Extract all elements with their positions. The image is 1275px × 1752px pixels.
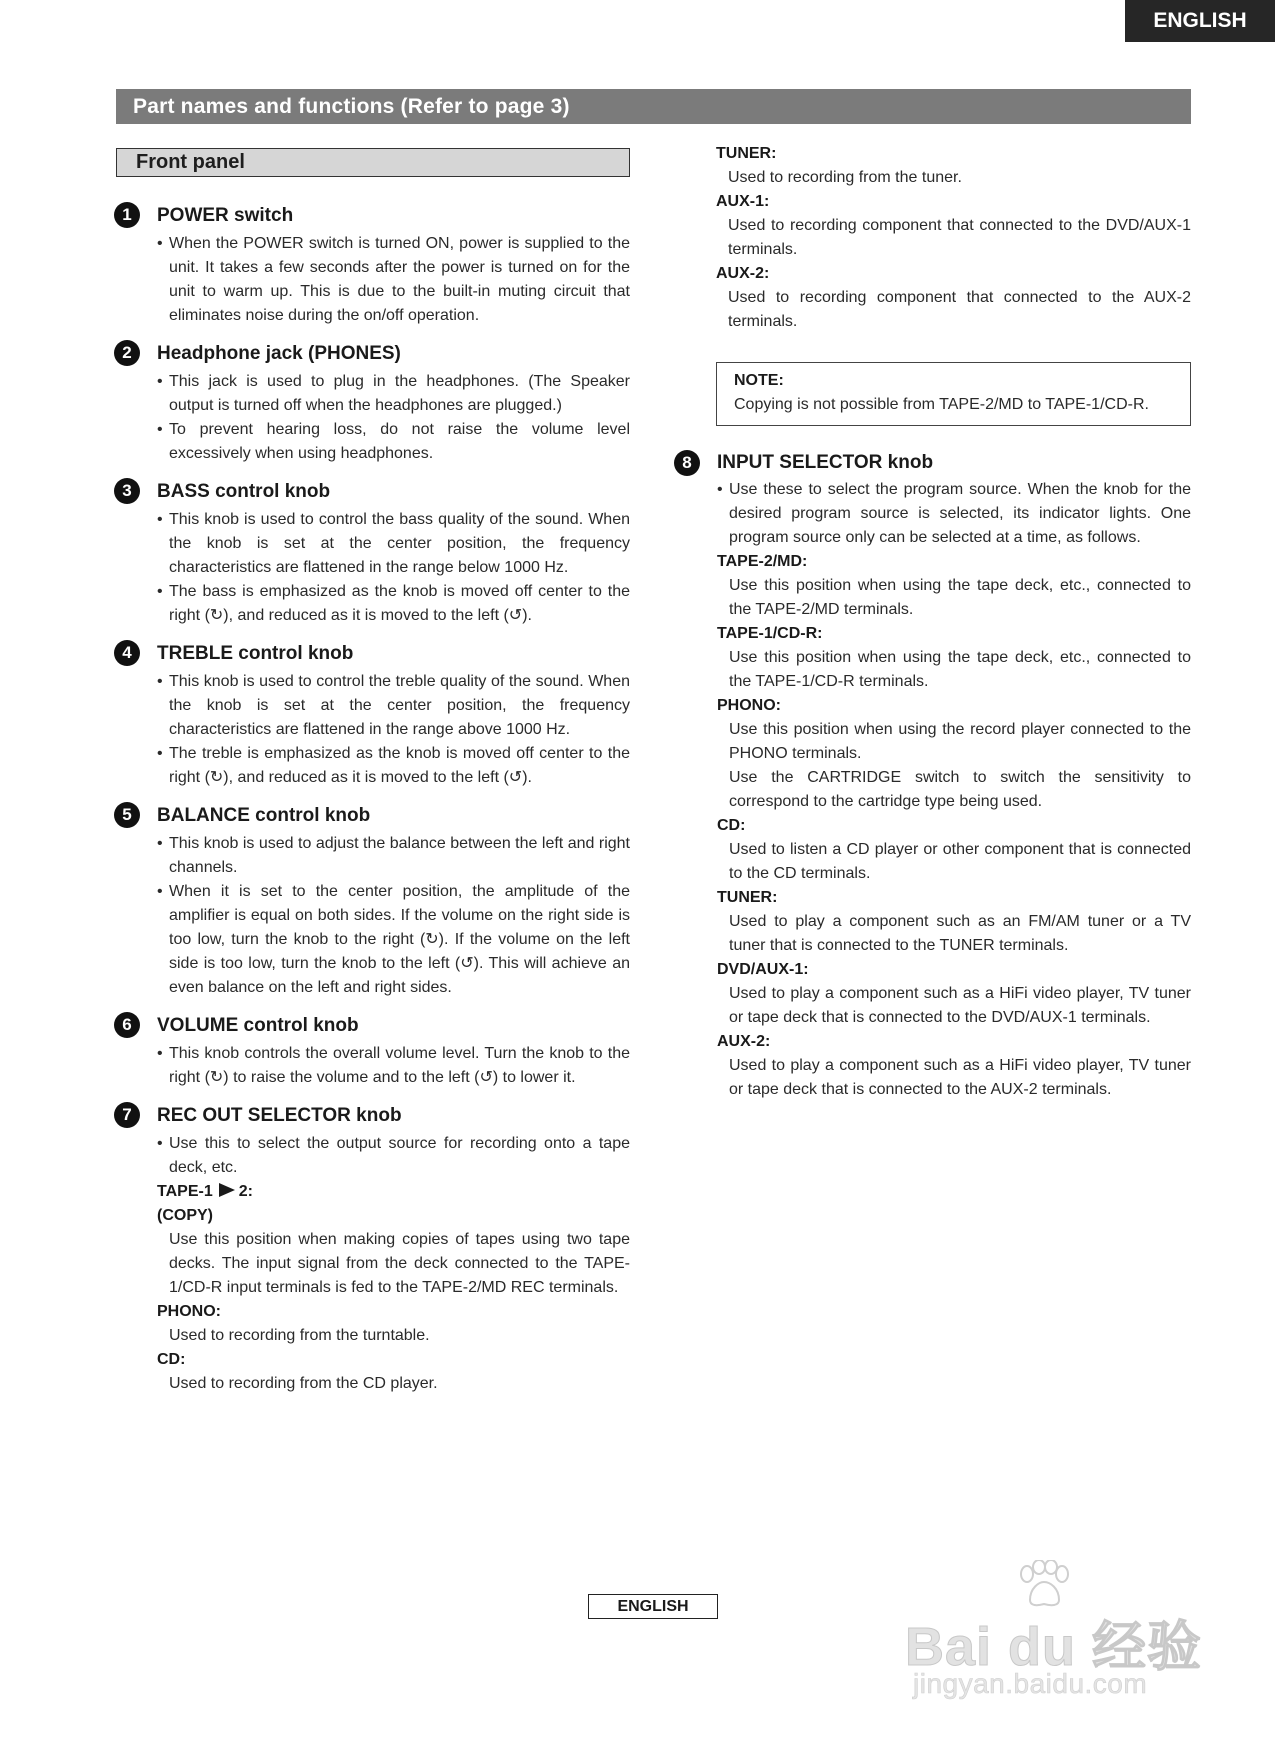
item-title: INPUT SELECTOR knob	[717, 452, 934, 473]
item-input-selector	[674, 448, 1191, 1102]
option-desc: Used to recording component that connected to the AUX-2 terminals.	[728, 289, 1191, 330]
option-label: PHONO:	[717, 697, 781, 714]
item-number-badge: 6	[114, 1012, 140, 1038]
option-label: AUX-2:	[717, 1033, 771, 1050]
item-bass-control	[114, 476, 630, 628]
item-title: TREBLE control knob	[157, 643, 354, 664]
right-arrow-icon	[219, 1183, 235, 1197]
right-column	[682, 142, 1191, 1112]
item-title: VOLUME control knob	[157, 1015, 359, 1036]
item-number-badge: 7	[114, 1102, 140, 1128]
bullet-text: • This knob is used to adjust the balance between the left and right channels.	[157, 832, 630, 880]
option-label: CD:	[717, 817, 746, 834]
note-box	[716, 362, 1191, 426]
item-number-badge: 2	[114, 340, 140, 366]
option-label: AUX-2:	[716, 265, 770, 282]
item-headphone-jack	[114, 338, 630, 466]
option-label: TUNER:	[716, 145, 777, 162]
option-desc: Use the CARTRIDGE switch to switch the sensitivity to correspond to the cartridge type being used.	[729, 769, 1191, 810]
bullet-text: • When it is set to the center position, the amplitude of the amplifier is equal on both sides. If the volume on the right side is too low, turn the knob to the right (↻). If the volume on the left side is too low, turn the knob to the left (↺). This will achieve an even balance on the left and right sides.	[157, 880, 630, 1000]
item-title: BASS control knob	[157, 481, 331, 502]
language-tab: ENGLISH	[1125, 0, 1275, 42]
bullet-text: • The treble is emphasized as the knob is moved off center to the right (↻), and reduced as it is moved to the left (↺).	[157, 742, 630, 790]
front-panel-subheader: Front panel	[116, 148, 630, 177]
item-power-switch	[114, 200, 630, 328]
item-number-badge: 5	[114, 802, 140, 828]
option-desc: Use this position when using the record player connected to the PHONO terminals.	[729, 721, 1191, 762]
option-label: TAPE-2/MD:	[717, 553, 808, 570]
copy-label-source: TAPE-1	[157, 1183, 213, 1200]
option-desc: Used to recording from the tuner.	[728, 169, 962, 186]
option-label: DVD/AUX-1:	[717, 961, 809, 978]
bullet-text: • This knob controls the overall volume level. Turn the knob to the right (↻) to raise the volume and to the left (↺) to lower it.	[157, 1042, 630, 1090]
paw-print-icon	[1015, 1560, 1073, 1608]
option-desc: Use this position when using the tape deck, etc., connected to the TAPE-1/CD-R terminals.	[729, 649, 1191, 690]
option-label: CD:	[157, 1351, 186, 1368]
option-desc: Used to recording component that connected to the DVD/AUX-1 terminals.	[728, 217, 1191, 258]
option-desc: Used to play a component such as a HiFi video player, TV tuner or tape deck that is connected to the DVD/AUX-1 terminals.	[729, 985, 1191, 1026]
item-rec-out-selector	[114, 1100, 630, 1396]
item-treble-control	[114, 638, 630, 790]
item-number-badge: 4	[114, 640, 140, 666]
option-desc: Use this position when using the tape deck, etc., connected to the TAPE-2/MD terminals.	[729, 577, 1191, 618]
bullet-text: • When the POWER switch is turned ON, power is supplied to the unit. It takes a few seconds after the power is turned on for the unit to warm up. This is due to the built-in muting circuit that eliminates noise during the on/off operation.	[157, 232, 630, 328]
section-title-bar: Part names and functions (Refer to page 3)	[116, 89, 1191, 124]
item-volume-control	[114, 1010, 630, 1090]
item-title: POWER switch	[157, 205, 294, 226]
item-title: Headphone jack (PHONES)	[157, 343, 401, 364]
bullet-text: • This knob is used to control the treble quality of the sound. When the knob is set at the center position, the frequency characteristics are flattened in the range above 1000 Hz.	[157, 670, 630, 742]
item-number-badge: 3	[114, 478, 140, 504]
option-desc: Used to listen a CD player or other component that is connected to the CD terminals.	[729, 841, 1191, 882]
option-label: AUX-1:	[716, 193, 770, 210]
footer-language-tab: ENGLISH	[588, 1594, 718, 1619]
option-desc: Used to recording from the turntable.	[169, 1327, 430, 1344]
item-title: BALANCE control knob	[157, 805, 371, 826]
note-text: Copying is not possible from TAPE-2/MD to TAPE-1/CD-R.	[734, 396, 1149, 413]
option-label: PHONO:	[157, 1303, 221, 1320]
watermark	[905, 1560, 1205, 1700]
copy-label-dest: 2:	[238, 1183, 253, 1200]
item-balance-control	[114, 800, 630, 1000]
bullet-text: • This knob is used to control the bass quality of the sound. When the knob is set at the center position, the frequency characteristics are flattened in the range below 1000 Hz.	[157, 508, 630, 580]
bullet-text: • Use this to select the output source for recording onto a tape deck, etc.	[157, 1132, 630, 1180]
watermark-brand: Bai du 经验	[905, 1617, 1203, 1677]
option-desc: Used to play a component such as an FM/AM tuner or a TV tuner that is connected to the TUNER terminals.	[729, 913, 1191, 954]
item-number-badge: 1	[114, 202, 140, 228]
note-label: NOTE:	[734, 372, 784, 389]
option-label	[157, 1180, 630, 1204]
option-desc: Use this position when making copies of tapes using two tape decks. The input signal from the deck connected to the TAPE-1/CD-R input terminals is fed to the TAPE-2/MD REC terminals.	[169, 1231, 630, 1296]
option-desc: Used to play a component such as a HiFi video player, TV tuner or tape deck that is connected to the AUX-2 terminals.	[729, 1057, 1191, 1098]
bullet-text: • To prevent hearing loss, do not raise the volume level excessively when using headphones.	[157, 418, 630, 466]
option-label: TAPE-1/CD-R:	[717, 625, 823, 642]
option-label: (COPY)	[157, 1207, 213, 1224]
left-column	[114, 200, 630, 1406]
watermark-url: jingyan.baidu.com	[913, 1668, 1148, 1699]
bullet-text: • This jack is used to plug in the headphones. (The Speaker output is turned off when the headphones are plugged.)	[157, 370, 630, 418]
option-desc: Used to recording from the CD player.	[169, 1375, 438, 1392]
option-label: TUNER:	[717, 889, 778, 906]
bullet-text: • Use these to select the program source. When the knob for the desired program source is selected, its indicator lights. One program source only can be selected at a time, as follows.	[717, 478, 1191, 550]
item-title: REC OUT SELECTOR knob	[157, 1105, 402, 1126]
bullet-text: • The bass is emphasized as the knob is moved off center to the right (↻), and reduced as it is moved to the left (↺).	[157, 580, 630, 628]
item-number-badge: 8	[674, 450, 700, 476]
